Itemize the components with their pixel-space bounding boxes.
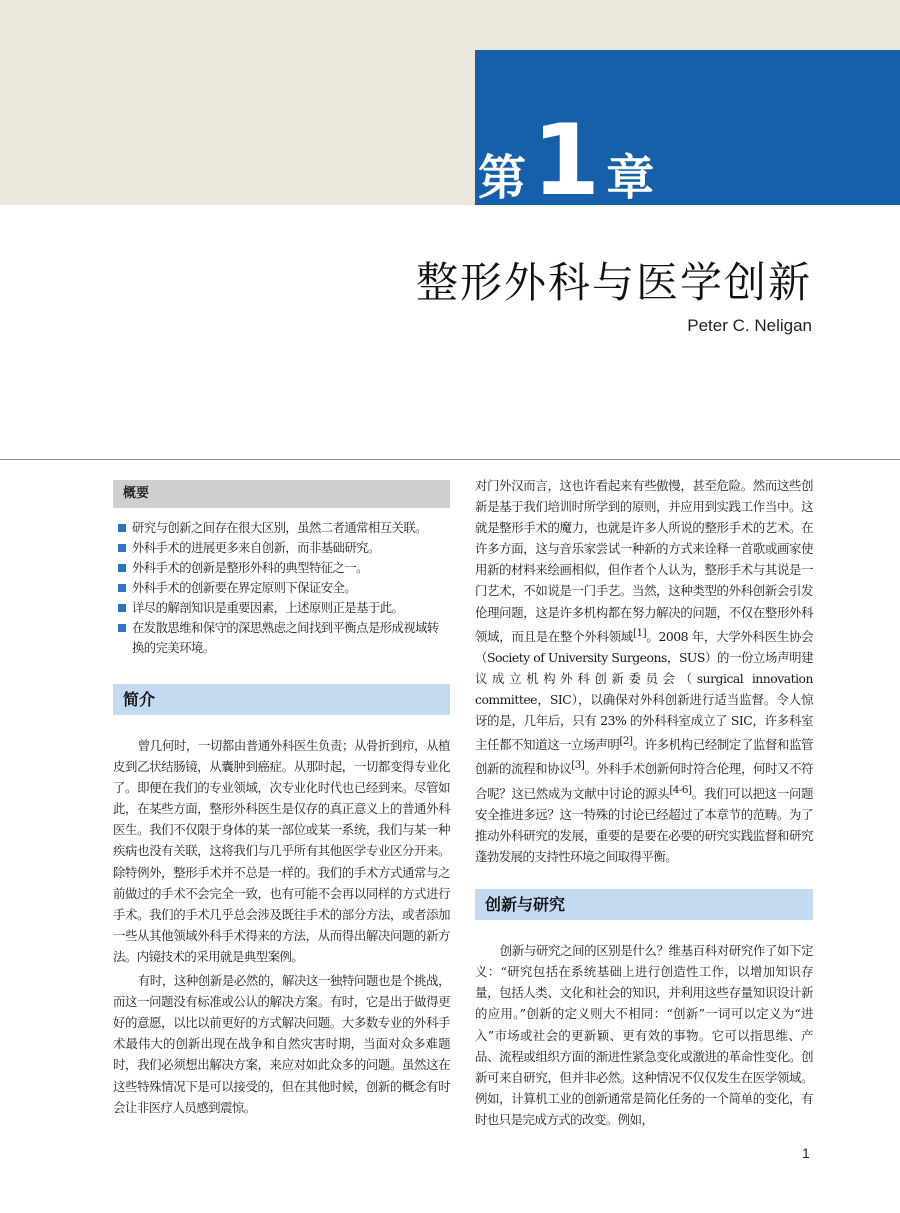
summary-heading: 概要 <box>113 480 450 508</box>
paragraph-text: 。外科手术创新何时符合伦理，何时又不符合呢？这已然成为文献中讨论的源头 <box>475 761 814 801</box>
left-column <box>113 475 450 1118</box>
square-bullet-icon <box>118 624 126 632</box>
chapter-number: 1 <box>532 104 601 218</box>
intro-heading: 简介 <box>113 684 450 715</box>
summary-item-text: 在发散思维和保守的深思熟虑之间找到平衡点是形成视域转换的完美环境。 <box>132 621 439 655</box>
summary-item-text: 外科手术的创新要在界定原则下保证安全。 <box>132 581 357 595</box>
citation-ref: [3] <box>571 759 585 772</box>
summary-item <box>117 618 450 658</box>
page-number: 1 <box>802 1145 810 1161</box>
paragraph-text: 。2008 年，大学外科医生协会（Society of University Surgeons，SUS）的一份立场声明建议成立机构外科创新委员会（surgical innovation committee，SIC），以确保对外科创新进行适当监督。令人惊讶的是，几年后，只有 23% 的外科科室成立了 SIC，许多科室主任都不知道这一立场声明 <box>475 628 813 753</box>
summary-item-text: 详尽的解剖知识是重要因素，上述原则正是基于此。 <box>132 601 404 615</box>
right-column <box>475 475 813 1130</box>
intro-paragraph-3 <box>475 475 813 867</box>
summary-item <box>117 578 450 598</box>
paragraph-text: 。许多机构已经制定了监督和监管创新的流程和协议 <box>475 737 814 777</box>
paragraph-text: 。我们可以把这一问题安全推进多远？这一特殊的讨论已经超过了本章节的范畴。为了推动外科研究的发展，重要的是要在必要的研究实践监督和研究蓬勃发展的支持性环境之间取得平衡。 <box>475 785 814 865</box>
chapter-prefix: 第 <box>478 150 527 206</box>
square-bullet-icon <box>118 564 126 572</box>
innovation-heading: 创新与研究 <box>475 889 813 920</box>
intro-paragraph-2: 有时，这种创新是必然的，解决这一独特问题也是个挑战，而这一问题没有标准或公认的解决方案。有时，它是出于做得更好的意愿，以比以前更好的方式解决问题。大多数专业的外科手术最伟大的创新出现在战争和自然灾害时期，当面对众多难题时，我们必须想出解决方案，来应对如此众多的问题。虽然这在这些特殊情况下是可以接受的，但在其他时候，创新的概念有时会让非医疗人员感到震惊。 <box>113 973 450 1115</box>
summary-item <box>117 538 450 558</box>
innovation-paragraph-1: 创新与研究之间的区别是什么？维基百科对研究作了如下定义：“研究包括在系统基础上进行创造性工作，以增加知识存量，包括人类、文化和社会的知识，并利用这些存量知识设计新的应用。”创新的定义则大不相同：“创新”一词可以定义为“进入”市场或社会的更新颖、更有效的事物。它可以指思维、产品、流程或组织方面的渐进性紧急变化或激进的革命性变化。创新可来自研究，但并非必然。这种情况不仅仅发生在医学领域。例如，计算机工业的创新通常是简化任务的一个简单的变化，有时也只是完成方式的改变。例如， <box>475 943 813 1127</box>
chapter-suffix: 章 <box>606 150 655 206</box>
citation-ref: [4-6] <box>669 783 692 796</box>
summary-item <box>117 598 450 618</box>
summary-list <box>113 518 450 658</box>
summary-item-text: 外科手术的进展更多来自创新，而非基础研究。 <box>132 541 380 555</box>
citation-ref: [1] <box>632 626 647 639</box>
paragraph-text: 对门外汉而言，这也许看起来有些傲慢，甚至危险。然而这些创新是基于我们培训时所学到的原则，并应用到实践工作当中。这就是整形手术的魔力，也就是许多人所说的整形手术的艺术。在许多方面，这与音乐家尝试一种新的方式来诠释一首歌或画家使用新的材料来绘画相似，但作者个人认为，整形手术与其说是一门艺术，不如说是一门手艺。当然，这种类型的外科创新会引发伦理问题，这是许多机构都在努力解决的问题，不仅在整形外科领域，而且是在整个外科领域 <box>475 478 813 644</box>
summary-item <box>117 518 450 538</box>
summary-item-text: 研究与创新之间存在很大区别，虽然二者通常相互关联。 <box>132 521 427 535</box>
header-divider <box>0 459 900 460</box>
chapter-title: 整形外科与医学创新 <box>415 258 812 307</box>
square-bullet-icon <box>118 604 126 612</box>
intro-paragraph-1: 曾几何时，一切都由普通外科医生负责；从骨折到疖，从植皮到乙状结肠镜，从囊肿到癌症。从那时起，一切都变得专业化了。即便在我们的专业领域，次专业化时代也已经到来。尽管如此，在某些方面，整形外科医生是仅存的真正意义上的普通外科医生。我们不仅限于身体的某一部位或某一系统，我们与某一种疾病也没有关联，这将我们与几乎所有其他医学专业区分开来。除特例外，整形手术并不总是一样的。我们的手术方式通常与之前做过的手术不会完全一致，也有可能不会再以同样的方式进行手术。我们的手术几乎总会涉及既往手术的部分方法，或者添加一些从其他领域外科手术得来的方法，从而得出解决问题的新方法。内镜技术的采用就是典型案例。 <box>113 738 450 964</box>
chapter-label <box>478 104 655 218</box>
summary-item-text: 外科手术的创新是整形外科的典型特征之一。 <box>132 561 368 575</box>
square-bullet-icon <box>118 584 126 592</box>
citation-ref: [2] <box>619 735 633 748</box>
summary-item <box>117 558 450 578</box>
square-bullet-icon <box>118 544 126 552</box>
author-name: Peter C. Neligan <box>687 316 812 335</box>
square-bullet-icon <box>118 524 126 532</box>
